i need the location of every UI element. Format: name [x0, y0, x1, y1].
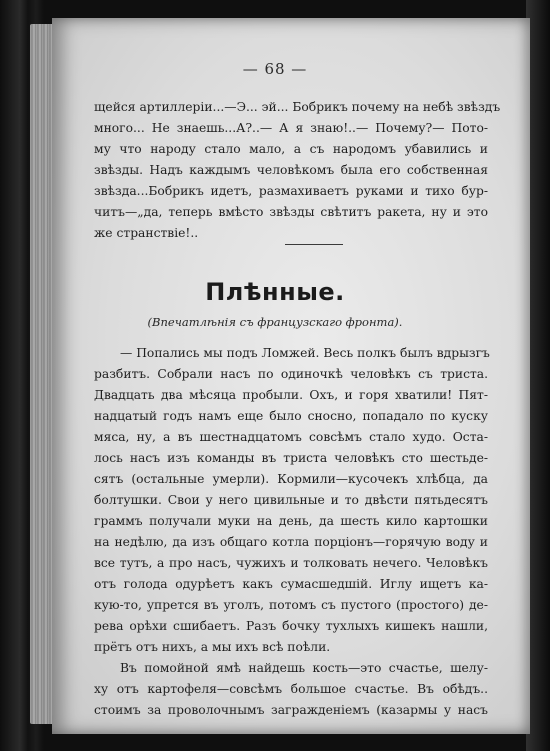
- text-line: надцатый годъ намъ еще было сносно, попадало по куску: [94, 409, 488, 423]
- top-paragraph: [94, 97, 501, 244]
- section-divider: [285, 244, 343, 245]
- text-line: же странствiе!..: [94, 226, 199, 240]
- text-line: рева орѣхи сшибаетъ. Разъ бочку тухлыхъ кишекъ нашли,: [94, 619, 488, 633]
- text-line: звѣзда...Бобрикъ идетъ, размахиваетъ руками и тихо бур-: [94, 184, 488, 198]
- article-subtitle: (Впечатлѣнiя съ французскаго фронта).: [147, 315, 403, 329]
- text-line: лось насъ изъ команды въ триста человѣкъ сто шестьде-: [94, 451, 488, 465]
- text-line: му что народу стало мало, а съ народомъ убавились и: [94, 142, 488, 156]
- text-line: разбитъ. Собрали насъ по одиночкѣ человѣкъ съ триста.: [94, 367, 488, 381]
- text-line: Въ помойной ямѣ найдешь кость—это счастье, шелу-: [120, 661, 488, 675]
- text-line: кую-то, упрется въ уголъ, потомъ съ пустого (простого) де-: [94, 598, 488, 612]
- text-line: читъ—„да, теперь вмѣсто звѣзды свѣтитъ ракета, ну и это: [94, 205, 488, 219]
- text-line: граммъ получали муки на день, да шесть кило картошки: [94, 514, 488, 528]
- text-line: — Попались мы подъ Ломжей. Весь полкъ былъ вдрызгъ: [120, 346, 490, 360]
- page-number: — 68 —: [242, 60, 308, 78]
- article-title: Плѣнные.: [205, 278, 345, 306]
- text-line: отъ голода одурѣетъ какъ сумасшедшiй. Иглу ищетъ ка-: [94, 577, 488, 591]
- text-line: сятъ (остальные умерли). Кормили—кусочекъ хлѣбца, да: [94, 472, 488, 486]
- text-line: звѣзды. Надъ каждымъ человѣкомъ была его собственная: [94, 163, 488, 177]
- text-line: щейся артиллерiи...—Э... эй... Бобрикъ почему на небѣ звѣздъ: [94, 100, 501, 114]
- text-line: все тутъ, а про насъ, чужихъ и толковать нечего. Человѣкъ: [94, 556, 488, 570]
- text-line: Двадцать два мѣсяца пробыли. Охъ, и горя хватили! Пят-: [94, 388, 488, 402]
- text-line: стоимъ за проволочнымъ загражденiемъ (казармы у насъ: [94, 703, 488, 717]
- text-line: болтушки. Свои у него цивильные и то двѣсти пятьдесятъ: [94, 493, 488, 507]
- text-line: на недѣлю, да изъ общаго котла порцiонъ—горячую воду и: [94, 535, 488, 549]
- text-line: прётъ отъ нихъ, а мы ихъ всѣ поѣли.: [94, 640, 331, 654]
- text-line: ху отъ картофеля—совсѣмъ большое счастье. Въ обѣдъ..: [94, 682, 488, 696]
- article-body: [94, 343, 488, 721]
- text-line: мяса, ну, а въ шестнадцатомъ совсѣмъ стало худо. Оста-: [94, 430, 488, 444]
- text-line: много... Не знаешь...А?..— А я знаю!..— Почему?— Пото-: [94, 121, 488, 135]
